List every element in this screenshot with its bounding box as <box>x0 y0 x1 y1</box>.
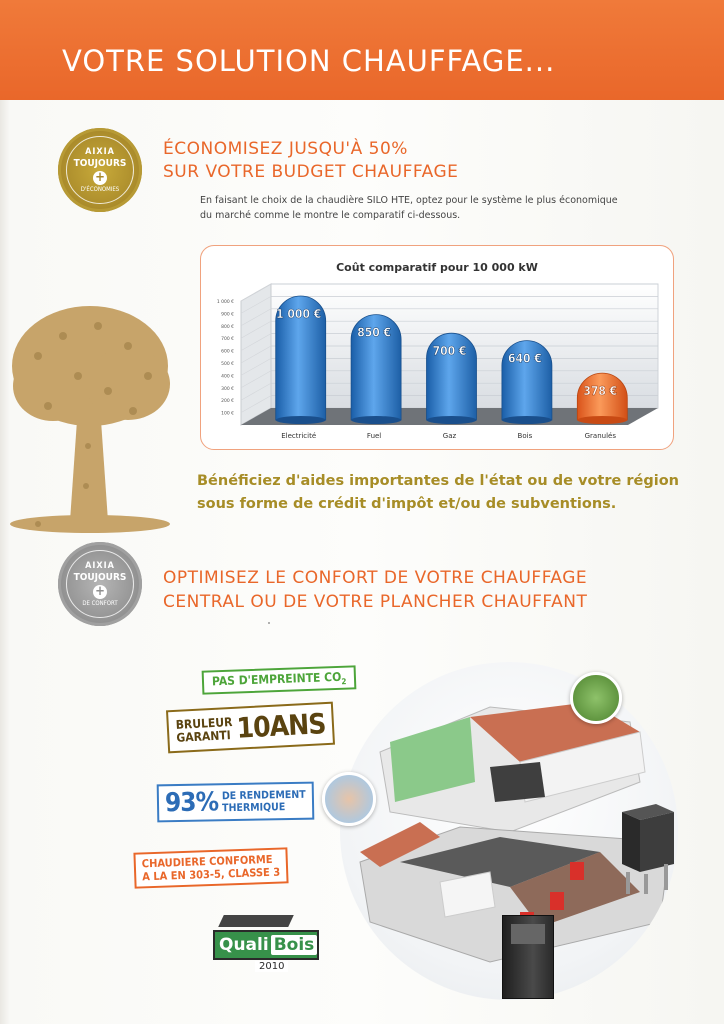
y-tick-label: 300 € <box>221 386 234 392</box>
bar-value-label: 1 000 € <box>276 307 322 321</box>
seal-confort <box>58 542 142 626</box>
seal-main-text: TOUJOURS <box>73 157 127 169</box>
chart-box <box>200 245 674 450</box>
aid-text-line2: sous forme de crédit d'impôt et/ou de subventions. <box>197 496 617 512</box>
category-label: Bois <box>517 432 533 440</box>
section1-heading-line1: ÉCONOMISEZ JUSQU'À 50% <box>163 139 408 159</box>
section1-text <box>200 193 618 223</box>
y-tick-label: 1 000 € <box>216 300 234 305</box>
badge-conforme-line1: CHAUDIERE CONFORME <box>141 852 273 871</box>
qualibois-box <box>213 930 319 960</box>
boiler-panel <box>511 924 545 944</box>
chart-bar-base <box>427 416 477 424</box>
boiler-silo-image <box>616 802 678 896</box>
section2-heading-line1: OPTIMISEZ LE CONFORT DE VOTRE CHAUFFAGE <box>163 568 588 588</box>
badge-rendement-big: 93% <box>164 787 219 819</box>
bar-value-label: 378 € <box>583 384 618 399</box>
chart-bar-base <box>577 416 627 424</box>
section1-heading <box>163 138 458 184</box>
badge-co2-text: PAS D'EMPREINTE CO <box>211 669 342 689</box>
badge-bruleur-text <box>175 715 233 744</box>
badge-rendement-line2: THERMIQUE <box>222 801 286 815</box>
seal-main-text: TOUJOURS <box>73 571 127 583</box>
garden-inset-image <box>570 672 622 724</box>
chart-bar-base <box>351 416 401 424</box>
qualibois-year: 2010 <box>255 961 288 972</box>
badge-bruleur <box>166 702 335 754</box>
y-tick-label: 800 € <box>221 324 234 330</box>
badge-bruleur-line1: BRULEUR <box>175 714 233 732</box>
pellet-tree-image <box>8 296 173 541</box>
chart-bar-base <box>276 416 326 424</box>
bar-value-label: 700 € <box>432 344 467 359</box>
seal-confort-inner <box>66 550 134 618</box>
y-tick-label: 400 € <box>221 374 234 380</box>
hand-inset-image <box>322 772 376 826</box>
header-banner <box>0 0 724 100</box>
y-tick-label: 600 € <box>221 349 234 355</box>
seal-economies <box>58 128 142 212</box>
bar-value-label: 850 € <box>357 325 392 340</box>
section2-heading-line2: CENTRAL OU DE VOTRE PLANCHER CHAUFFANT <box>163 592 588 612</box>
aid-text <box>197 470 679 516</box>
badge-co2-sub: 2 <box>341 677 347 687</box>
category-label: Electricité <box>281 432 317 440</box>
chart-bar-base <box>502 416 552 424</box>
seal-sub-text: D'ÉCONOMIES <box>80 185 120 193</box>
plus-icon: + <box>93 585 107 599</box>
qualibois-accent <box>218 915 294 927</box>
y-tick-label: 900 € <box>221 312 234 318</box>
qualibois-quali: Quali <box>219 935 269 955</box>
section1-heading-line2: SUR VOTRE BUDGET CHAUFFAGE <box>163 162 459 182</box>
seal-brand: AIXIA <box>85 146 115 157</box>
bar-value-label: 640 € <box>507 351 542 366</box>
y-tick-label: 100 € <box>221 411 234 417</box>
seal-sub-text: DE CONFORT <box>82 599 118 607</box>
seal-brand: AIXIA <box>85 560 115 571</box>
seal-economies-inner <box>66 136 134 204</box>
category-label: Granulés <box>584 432 616 440</box>
cost-bar-chart <box>201 246 673 449</box>
qualibois-bois: Bois <box>271 935 318 955</box>
page-title: VOTRE SOLUTION CHAUFFAGE... <box>62 44 556 78</box>
badge-rendement-text <box>222 789 306 814</box>
y-tick-label: 700 € <box>221 337 234 343</box>
boiler-front-image <box>502 915 554 999</box>
y-tick-label: 500 € <box>221 362 234 367</box>
category-label: Gaz <box>442 432 457 440</box>
badge-rendement-line1: DE RENDEMENT <box>221 788 306 803</box>
badge-bruleur-big: 10ANS <box>235 707 327 745</box>
badge-conforme-line2: A LA EN 303-5, CLASSE 3 <box>142 865 281 884</box>
section2-heading <box>163 566 587 614</box>
y-tick-label: 200 € <box>221 399 234 405</box>
qualibois-logo <box>213 915 321 973</box>
badge-conforme <box>133 847 288 888</box>
section1-text-line2: du marché comme le montre le comparatif ci-dessous. <box>200 210 461 221</box>
badge-rendement <box>157 782 314 823</box>
badge-bruleur-line2: GARANTI <box>176 727 232 745</box>
chart-title: Coût comparatif pour 10 000 kW <box>336 261 538 274</box>
decorative-dot <box>268 622 270 624</box>
plus-icon: + <box>93 171 107 185</box>
aid-text-line1: Bénéficiez d'aides importantes de l'état ou de votre région <box>197 473 679 489</box>
category-label: Fuel <box>366 432 382 440</box>
section1-text-line1: En faisant le choix de la chaudière SILO HTE, optez pour le système le plus économique <box>200 195 618 206</box>
